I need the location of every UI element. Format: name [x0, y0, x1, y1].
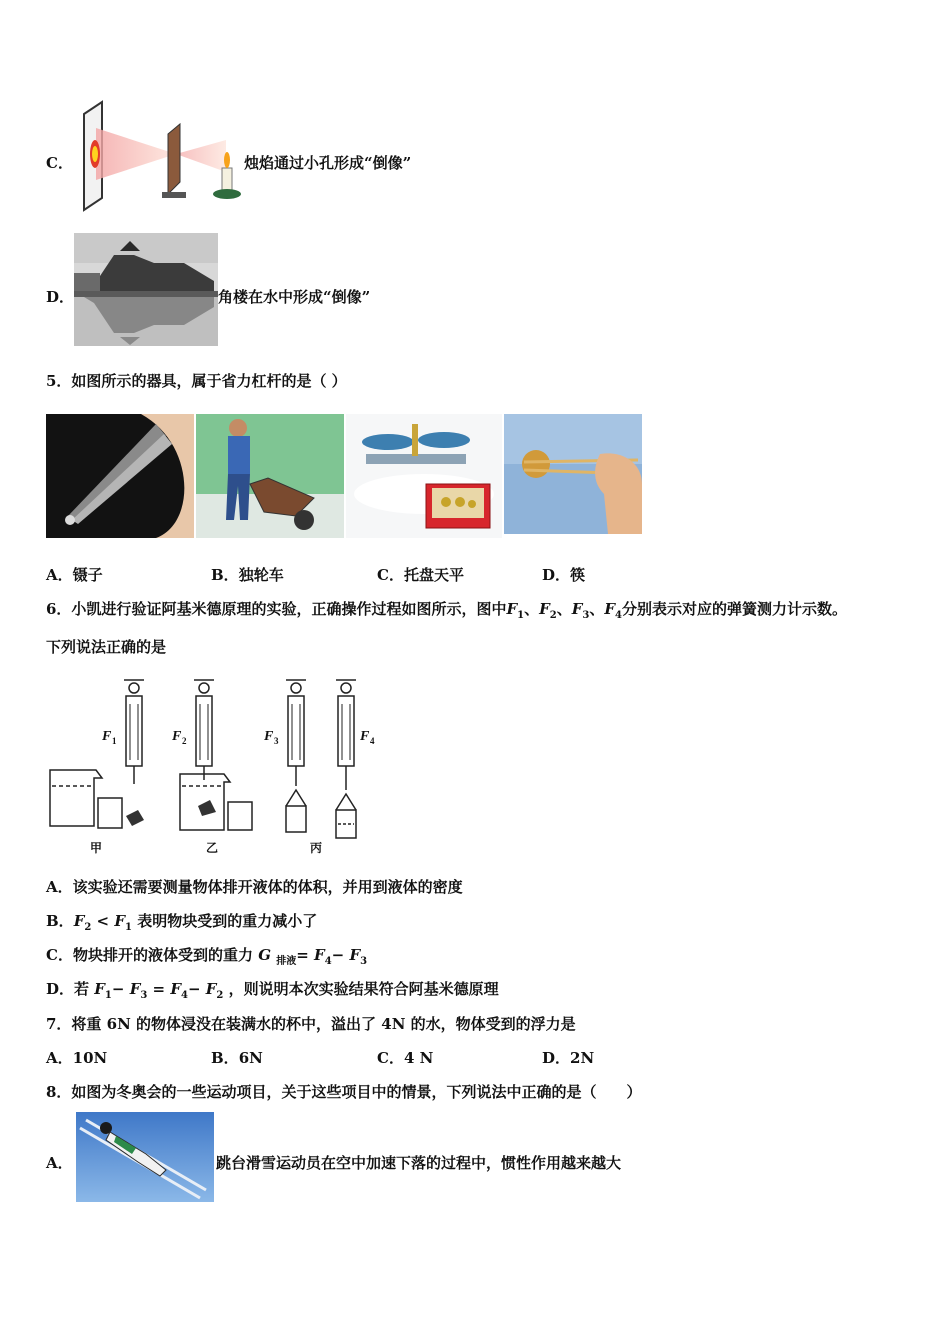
svg-text:F: F: [360, 729, 370, 744]
option-letter: C．: [46, 946, 73, 964]
wheelbarrow-image: [196, 414, 344, 538]
option-text: 镊子: [72, 566, 103, 584]
option-d: D．若 $F_1- F_3 = F_4- F_2$ ，则说明本次实验结果符合阿基米德原理: [46, 980, 499, 1001]
balance-scale-image: [346, 414, 502, 538]
archimedes-experiment-figure: [44, 674, 384, 860]
chopsticks-image: [504, 414, 642, 534]
turret-reflection-image: [74, 233, 218, 346]
ski-jump-image: [76, 1112, 214, 1202]
question-stem-line2: 下列说法正确的是: [46, 638, 167, 656]
option-d: [542, 1047, 594, 1068]
svg-text:F: F: [172, 729, 182, 744]
svg-text:3: 3: [274, 736, 279, 746]
option-letter: A．: [46, 1154, 73, 1172]
option-text: 10N: [72, 1049, 108, 1067]
option-text: 角楼在水中形成“倒像”: [218, 288, 371, 306]
tweezers-image: [46, 414, 194, 538]
option-letter: D．: [542, 1049, 571, 1067]
option-text: 独轮车: [238, 566, 284, 584]
option-letter: B．: [211, 1049, 239, 1067]
option-text: ，则说明本次实验结果符合阿基米德原理: [228, 980, 499, 998]
stem-text: 分别表示对应的弹簧测力计示数。: [622, 600, 848, 618]
option-b: [211, 564, 284, 585]
option-text: 表明物块受到的重力减小了: [137, 912, 318, 930]
label-jia: 甲: [90, 841, 103, 855]
question-stem: 8．如图为冬奥会的一些运动项目，关于这些项目中的情景，下列说法中正确的是（ ）: [46, 1083, 642, 1101]
option-letter: D．: [542, 566, 571, 584]
svg-text:4: 4: [370, 736, 375, 746]
option-text: 烛焰通过小孔形成“倒像”: [244, 154, 412, 172]
option-b: [211, 1047, 263, 1068]
question-stem: 7．将重 6N 的物体浸没在装满水的杯中，溢出了 4N 的水，物体受到的浮力是: [46, 1015, 576, 1033]
label-bing: 丙: [310, 841, 323, 855]
option-text: 物块排开的液体受到的重力: [72, 946, 253, 964]
option-text: 4 N: [403, 1049, 434, 1067]
subscript: 排液: [276, 956, 297, 967]
svg-text:2: 2: [182, 736, 187, 746]
option-text: 6N: [238, 1049, 263, 1067]
option-b: B．$F_2 < F_1$ 表明物块受到的重力减小了: [46, 912, 318, 933]
option-letter: C．: [46, 154, 73, 172]
option-text: 托盘天平: [403, 566, 464, 584]
option-letter: C．: [377, 1049, 404, 1067]
label-yi: 乙: [206, 841, 219, 855]
option-text: 跳台滑雪运动员在空中加速下落的过程中，惯性作用越来越大: [216, 1154, 622, 1172]
option-letter: A．: [46, 566, 73, 584]
option-d: [542, 564, 585, 585]
svg-text:1: 1: [112, 736, 117, 746]
option-letter: C．: [377, 566, 404, 584]
option-a: [46, 1047, 107, 1068]
option-letter: D．: [46, 980, 75, 998]
option-a: A．该实验还需要测量物体排开液体的体积，并用到液体的密度: [46, 878, 463, 896]
svg-text:F: F: [102, 729, 112, 744]
option-letter: B．: [46, 912, 74, 930]
question-stem: 5．如图所示的器具，属于省力杠杆的是（ ）: [46, 372, 347, 390]
stem-text: 6．小凯进行验证阿基米德原理的实验，正确操作过程如图所示，图中: [46, 600, 507, 618]
pinhole-camera-image: [76, 98, 244, 212]
option-letter: B．: [211, 566, 239, 584]
option-c: C．物块排开的液体受到的重力 G $_{排液}= F_4- F_3$: [46, 946, 368, 967]
option-text: 2N: [570, 1049, 595, 1067]
option-c: [377, 1047, 433, 1068]
option-c: [377, 564, 464, 585]
question-stem: 6．小凯进行验证阿基米德原理的实验，正确操作过程如图所示，图中$F_1$、$F_2$、$F_3$、$F_4$分别表示对应的弹簧测力计示数。: [46, 600, 848, 621]
option-a: [46, 564, 103, 585]
option-letter: A．: [46, 1049, 73, 1067]
option-text: 若: [74, 980, 90, 998]
option-letter: D．: [46, 288, 75, 306]
option-text: 筷: [570, 566, 586, 584]
svg-text:F: F: [264, 729, 274, 744]
